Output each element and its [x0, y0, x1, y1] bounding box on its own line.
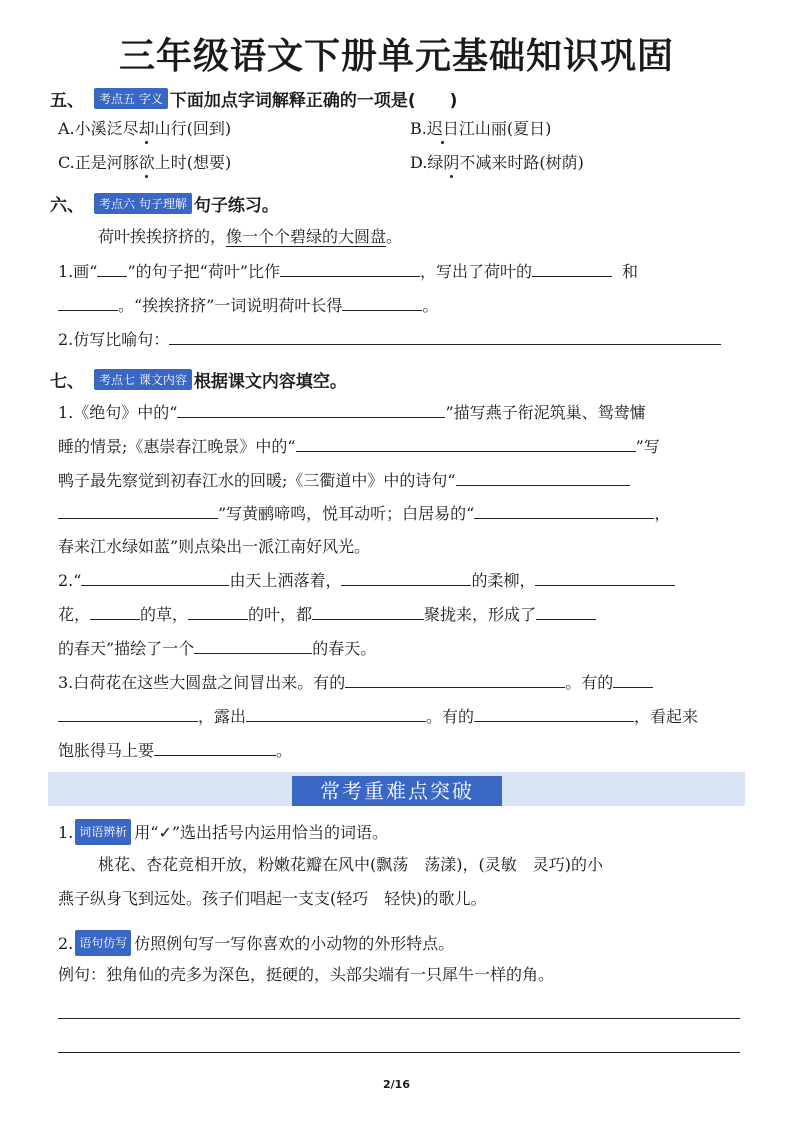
option-b: B.迟日江山丽(夏日) — [410, 119, 552, 138]
section-banner-title: 常考重难点突破 — [292, 776, 502, 806]
option-d: D.绿阴不减来时路(树荫) — [410, 153, 584, 172]
question-7-1-line2: 睡的情景;《惠崇春江晚景》中的“ ”写 — [58, 437, 660, 456]
word-choice-question: 1. 词语辨析 用“✓”选出括号内运用恰当的词语。 — [58, 819, 743, 845]
page-number: 2/16 — [383, 1078, 410, 1091]
answer-line-1[interactable] — [58, 1018, 740, 1019]
question-7-2-line2: 花， 的草， 的叶，都 聚拢来，形成了 — [58, 603, 743, 626]
section-6-heading — [50, 191, 279, 216]
section-title: 句子练习。 — [193, 196, 279, 216]
word-choice-paragraph-2: 燕子纵身飞到远处。孩子们唱起一支支(轻巧 轻快)的歌儿。 — [58, 889, 487, 908]
question-7-3-line1: 3.白荷花在这些大圆盘之间冒出来。有的 。有的 — [58, 671, 743, 694]
question-7-1-line4: ”写黄鹂啼鸣，悦耳动听；白居易的“ ， — [58, 502, 743, 525]
checkmark-icon: ✓ — [158, 823, 172, 842]
section-5-heading — [50, 86, 457, 111]
section-7-heading — [50, 367, 347, 392]
section-title: 根据课文内容填空。 — [193, 372, 347, 392]
question-7-2-line3: 的春天”描绘了一个 的春天。 — [58, 639, 377, 658]
question-badge: 语句仿写 — [75, 930, 131, 956]
word-choice-paragraph-1: 桃花、杏花竞相开放，粉嫩花瓣在风中(飘荡 荡漾)，(灵敏 灵巧)的小 — [98, 855, 603, 874]
option-c: C.正是河豚欲上时(想要) — [58, 153, 232, 172]
imitation-question: 2. 语句仿写 仿照例句写一写你喜欢的小动物的外形特点。 — [58, 930, 743, 956]
example-sentence: 荷叶挨挨挤挤的，像一个个碧绿的大圆盘。 — [98, 227, 403, 246]
section-number: 七、 — [50, 372, 84, 392]
question-7-3-line2: ，露出 。有的 ，看起来 — [58, 705, 743, 728]
question-7-2-line1: 2.“ 由天上洒落着， 的柔柳， — [58, 569, 743, 592]
question-7-3-line3: 饱胀得马上要 。 — [58, 741, 293, 760]
question-7-1-line3: 鸭子最先察觉到初春江水的回暖;《三衢道中》中的诗句“ — [58, 469, 743, 492]
question-6-1-cont: 。“挨挨挤挤”一词说明荷叶长得 。 — [58, 294, 743, 317]
answer-line-2[interactable] — [58, 1052, 740, 1053]
page-title: 三年级语文下册单元基础知识巩固 — [118, 36, 674, 77]
example-text: 例句：独角仙的壳多为深色，挺硬的，头部尖端有一只犀牛一样的角。 — [58, 965, 555, 984]
section-title: 下面加点字词解释正确的一项是( ) — [169, 91, 458, 111]
section-number: 六、 — [50, 196, 84, 216]
section-badge: 考点七 课文内容 — [94, 369, 192, 390]
section-number: 五、 — [50, 91, 84, 111]
question-7-1-line5: 春来江水绿如蓝”则点染出一派江南好风光。 — [58, 537, 371, 556]
section-badge: 考点六 句子理解 — [94, 193, 192, 214]
question-6-1: 1.画“ ”的句子把“荷叶”比作 ，写出了荷叶的 和 — [58, 262, 639, 281]
question-7-1-line1: 1.《绝句》中的“ ”描写燕子衔泥筑巢、鸳鸯慵 — [58, 403, 646, 422]
question-badge: 词语辨析 — [75, 819, 131, 845]
question-6-2: 2.仿写比喻句： — [58, 328, 743, 351]
section-badge: 考点五 字义 — [94, 88, 168, 109]
option-a: A.小溪泛尽却山行(回到) — [58, 119, 232, 138]
